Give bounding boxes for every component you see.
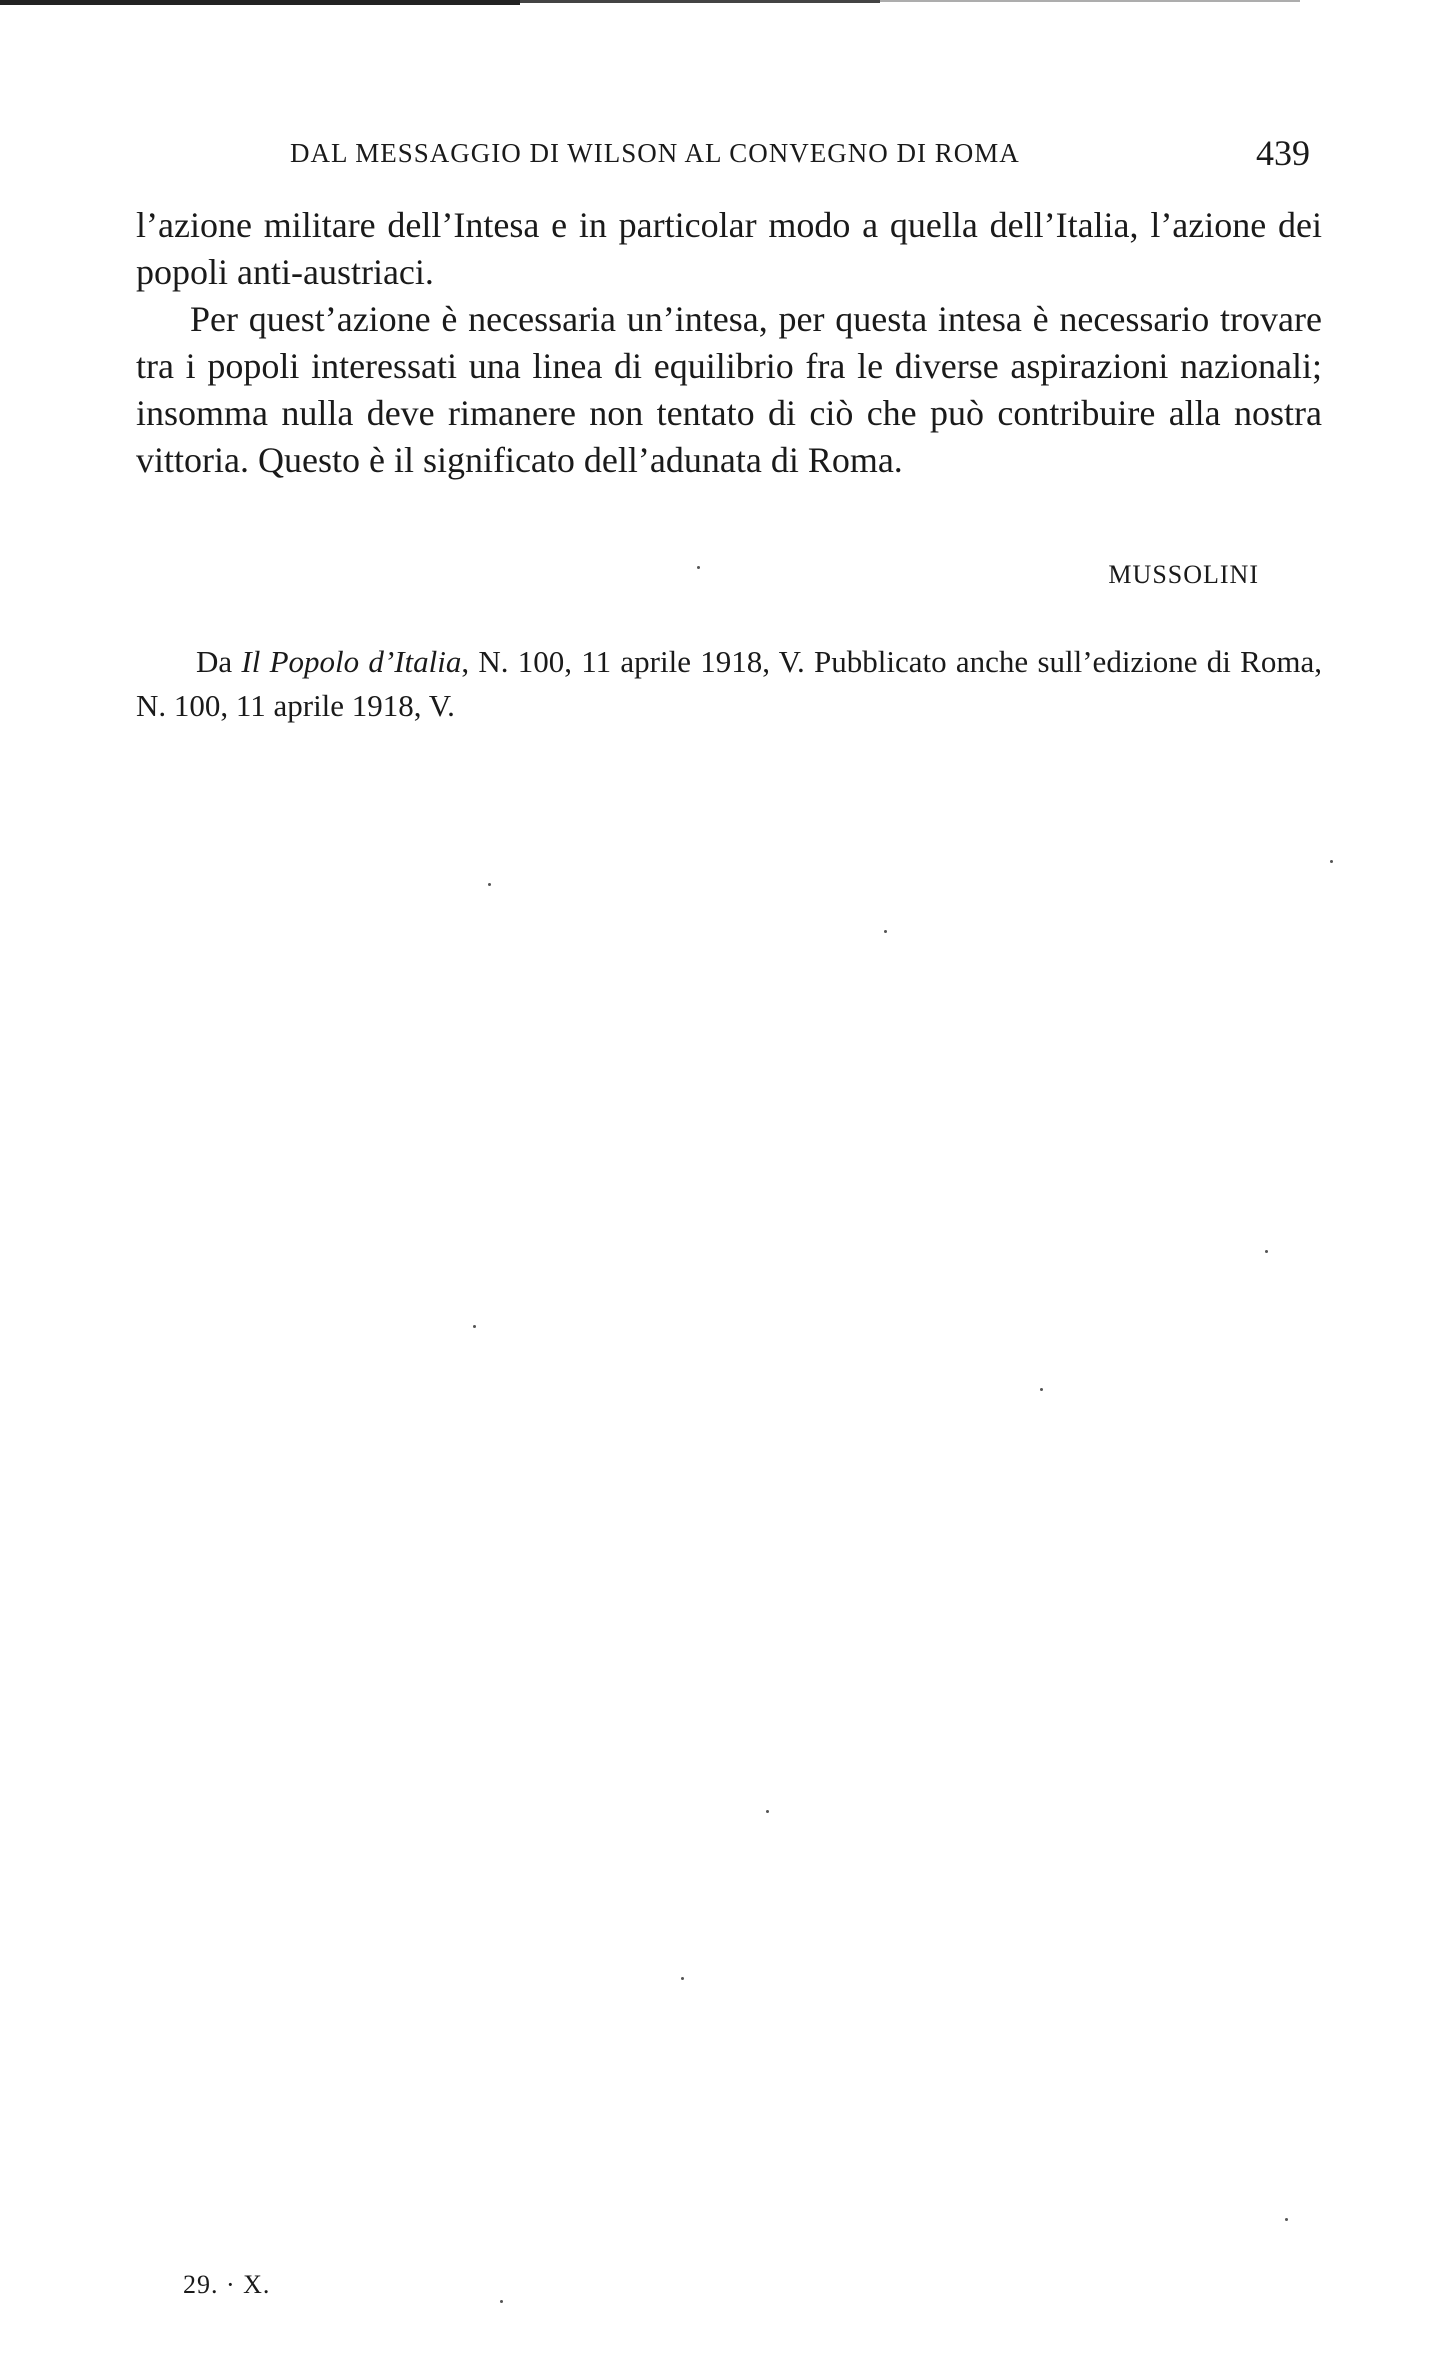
scan-speck [1330,860,1333,863]
paragraph: l’azione militare dell’Intesa e in particolar modo a quella dell’Italia, l’azione dei popoli anti-austriaci. [136,205,1322,292]
page-number: 439 [1256,133,1310,173]
scan-speck [766,1810,769,1813]
scan-speck [1285,2218,1288,2221]
scan-speck [488,883,491,886]
scan-speck [681,1977,684,1980]
scan-speck [500,2300,503,2303]
scan-edge-bar [880,0,1300,2]
scan-speck [697,566,700,569]
source-prefix: Da [196,644,242,679]
newspaper-title: Il Popolo d’Italia [241,644,462,679]
paragraph: Per quest’azione è necessaria un’intesa, per questa intesa è necessario trovare tra i popoli interessati una linea di equilibrio fra le diverse aspirazioni nazionali; insomma nulla deve rimanere non tentato di ciò che può contribuire alla nostra vittoria. Questo è il significato dell’adunata di Roma. [136,299,1322,480]
author-signature: MUSSOLINI [1108,560,1259,589]
scan-speck [473,1325,476,1328]
running-head [290,133,1310,178]
source-note-text [136,640,1322,728]
scan-edge [0,0,1448,10]
scan-speck [1265,1250,1268,1253]
scan-speck [884,930,887,933]
body-text [136,202,1322,484]
scan-speck [1040,1388,1043,1391]
source-details: , N. 100, 11 aprile 1918, V. Pubblicato anche sull’edizione di Roma, N. 100, 11 aprile 1918, V. [136,644,1322,723]
source-note [136,640,1322,728]
printer-signature-mark: 29. · X. [183,2270,271,2299]
scan-edge-bar [0,0,520,5]
scan-edge-bar [520,0,880,3]
running-title: DAL MESSAGGIO DI WILSON AL CONVEGNO DI ROMA [290,138,1020,168]
